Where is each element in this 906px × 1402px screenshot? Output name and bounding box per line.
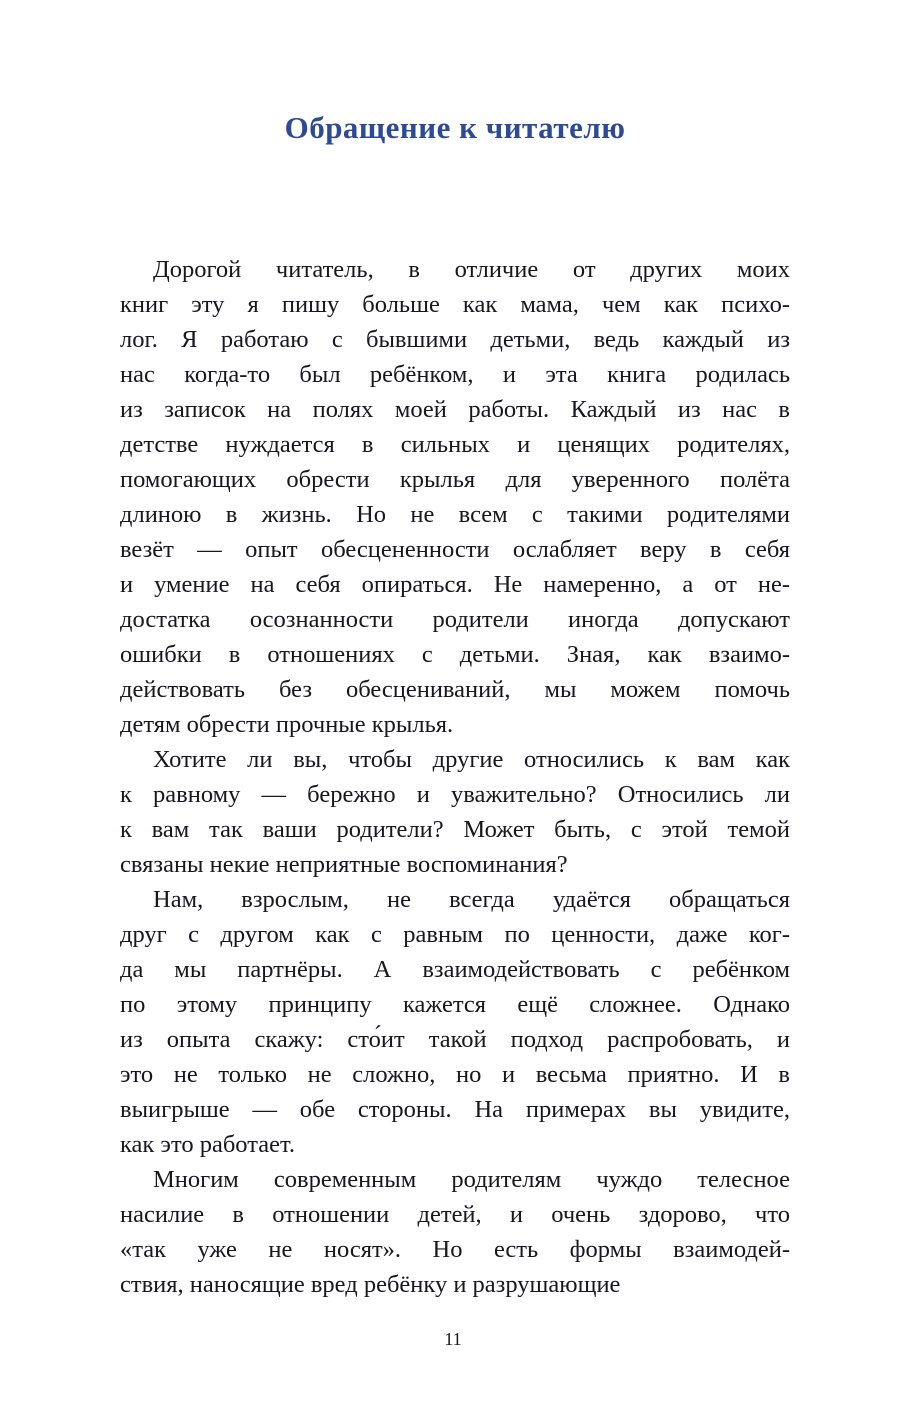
text-line: Хотите ли вы, чтобы другие относились к вам как bbox=[153, 746, 790, 773]
text-line: помогающих обрести крылья для уверенного полёта bbox=[120, 466, 790, 493]
text-line: выигрыше — обе стороны. На примерах вы увидите, bbox=[120, 1096, 790, 1123]
page-number: 11 bbox=[444, 1329, 462, 1349]
body-text bbox=[120, 252, 790, 1302]
text-line: это не только не сложно, но и весьма приятно. И в bbox=[120, 1061, 790, 1088]
text-line: детям обрести прочные крылья. bbox=[120, 711, 454, 738]
paragraph bbox=[120, 1162, 790, 1302]
paragraph bbox=[120, 882, 790, 1162]
text-line: друг с другом как с равным по ценности, даже ког- bbox=[120, 921, 790, 948]
text-line: Дорогой читатель, в отличие от других моих bbox=[153, 256, 790, 283]
text-line: по этому принципу кажется ещё сложнее. Однако bbox=[120, 991, 790, 1018]
text-line: ошибки в отношениях с детьми. Зная, как взаимо- bbox=[120, 641, 790, 668]
text-line: да мы партнёры. А взаимодействовать с ребёнком bbox=[120, 956, 790, 983]
text-line: из опыта скажу: сто́ит такой подход распробовать, и bbox=[120, 1026, 790, 1053]
text-line: лог. Я работаю с бывшими детьми, ведь каждый из bbox=[120, 326, 790, 353]
page-title: Обращение к читателю bbox=[284, 110, 626, 145]
text-line: к равному — бережно и уважительно? Относились ли bbox=[120, 781, 790, 808]
text-line: нас когда-то был ребёнком, и эта книга родилась bbox=[120, 361, 790, 388]
text-line: насилие в отношении детей, и очень здорово, что bbox=[120, 1201, 790, 1228]
text-line: везёт — опыт обесцененности ослабляет веру в себя bbox=[120, 536, 790, 563]
text-line: Нам, взрослым, не всегда удаётся обращаться bbox=[153, 886, 790, 913]
text-line: из записок на полях моей работы. Каждый из нас в bbox=[120, 396, 790, 423]
text-line: и умение на себя опираться. Не намеренно, а от не- bbox=[120, 571, 790, 598]
paragraph bbox=[120, 252, 790, 742]
text-line: книг эту я пишу больше как мама, чем как психо- bbox=[120, 291, 790, 318]
text-line: связаны некие неприятные воспоминания? bbox=[120, 851, 568, 878]
text-line: как это работает. bbox=[120, 1131, 295, 1158]
text-line: действовать без обесцениваний, мы можем помочь bbox=[120, 676, 790, 703]
text-line: «так уже не носят». Но есть формы взаимодей- bbox=[120, 1236, 790, 1263]
paragraph bbox=[120, 742, 790, 882]
text-line: к вам так ваши родители? Может быть, с этой темой bbox=[120, 816, 790, 843]
text-line: детстве нуждается в сильных и ценящих родителях, bbox=[120, 431, 790, 458]
text-line: длиною в жизнь. Но не всем с такими родителями bbox=[120, 501, 790, 528]
text-line: достатка осознанности родители иногда допускают bbox=[120, 606, 790, 633]
text-line: ствия, наносящие вред ребёнку и разрушающие bbox=[120, 1271, 621, 1298]
text-line: Многим современным родителям чуждо телесное bbox=[153, 1166, 790, 1193]
